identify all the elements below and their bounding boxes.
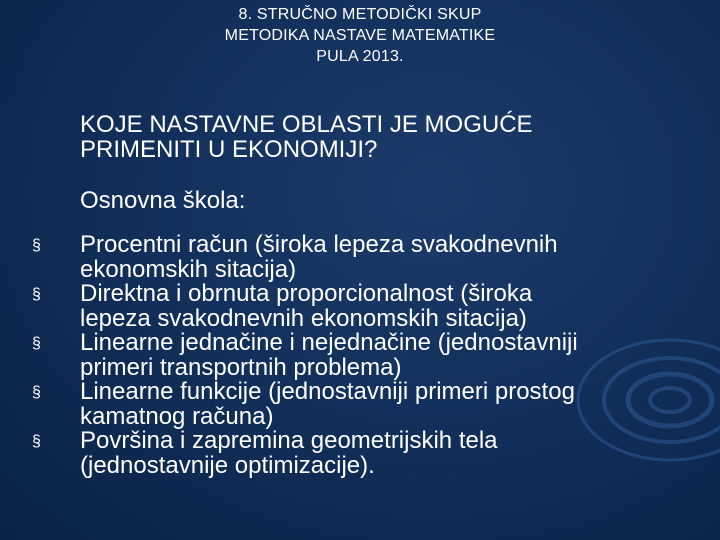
- bullet-marker-icon: §: [32, 335, 41, 352]
- bullet-text-line: (jednostavnije optimizacije).: [80, 451, 375, 479]
- bullet-item: [0, 331, 680, 380]
- header-line-conference: 8. STRUČNO METODIČKI SKUP: [238, 6, 482, 23]
- bullet-item: [0, 282, 680, 331]
- question-line-1: KOJE NASTAVNE OBLASTI JE MOGUĆE: [80, 111, 533, 138]
- bullet-text-line: ekonomskih sitacija): [80, 255, 297, 283]
- bullet-text-line: lepeza svakodnevnih ekonomskih sitacija): [80, 304, 527, 332]
- slide-subtitle: Osnovna škola:: [80, 187, 246, 214]
- bullet-text-line: Procentni račun (široka lepeza svakodnevnih: [80, 231, 558, 258]
- bullet-marker-icon: §: [32, 286, 41, 303]
- bullet-item: [0, 429, 680, 478]
- bullet-text-line: Linearne funkcije (jednostavniji primeri prostog: [80, 378, 575, 405]
- bullet-text-line: Linearne jednačine i nejednačine (jednostavniji: [80, 329, 578, 356]
- bullet-item: [0, 233, 680, 282]
- question-line-2: PRIMENITI U EKONOMIJI?: [80, 136, 378, 163]
- slide-question: [80, 112, 700, 162]
- bullet-list: [0, 233, 720, 478]
- slide-header: [0, 4, 720, 67]
- header-line-location: PULA 2013.: [316, 48, 404, 65]
- bullet-text-line: Površina i zapremina geometrijskih tela: [80, 427, 498, 454]
- bullet-text-line: kamatnog računa): [80, 402, 274, 430]
- bullet-marker-icon: §: [32, 384, 41, 401]
- bullet-marker-icon: §: [32, 433, 41, 450]
- bullet-item: [0, 380, 680, 429]
- bullet-text-line: primeri transportnih problema): [80, 353, 402, 381]
- bullet-text-line: Direktna i obrnuta proporcionalnost (široka: [80, 280, 533, 307]
- header-line-subject: METODIKA NASTAVE MATEMATIKE: [224, 27, 496, 44]
- bullet-marker-icon: §: [32, 237, 41, 254]
